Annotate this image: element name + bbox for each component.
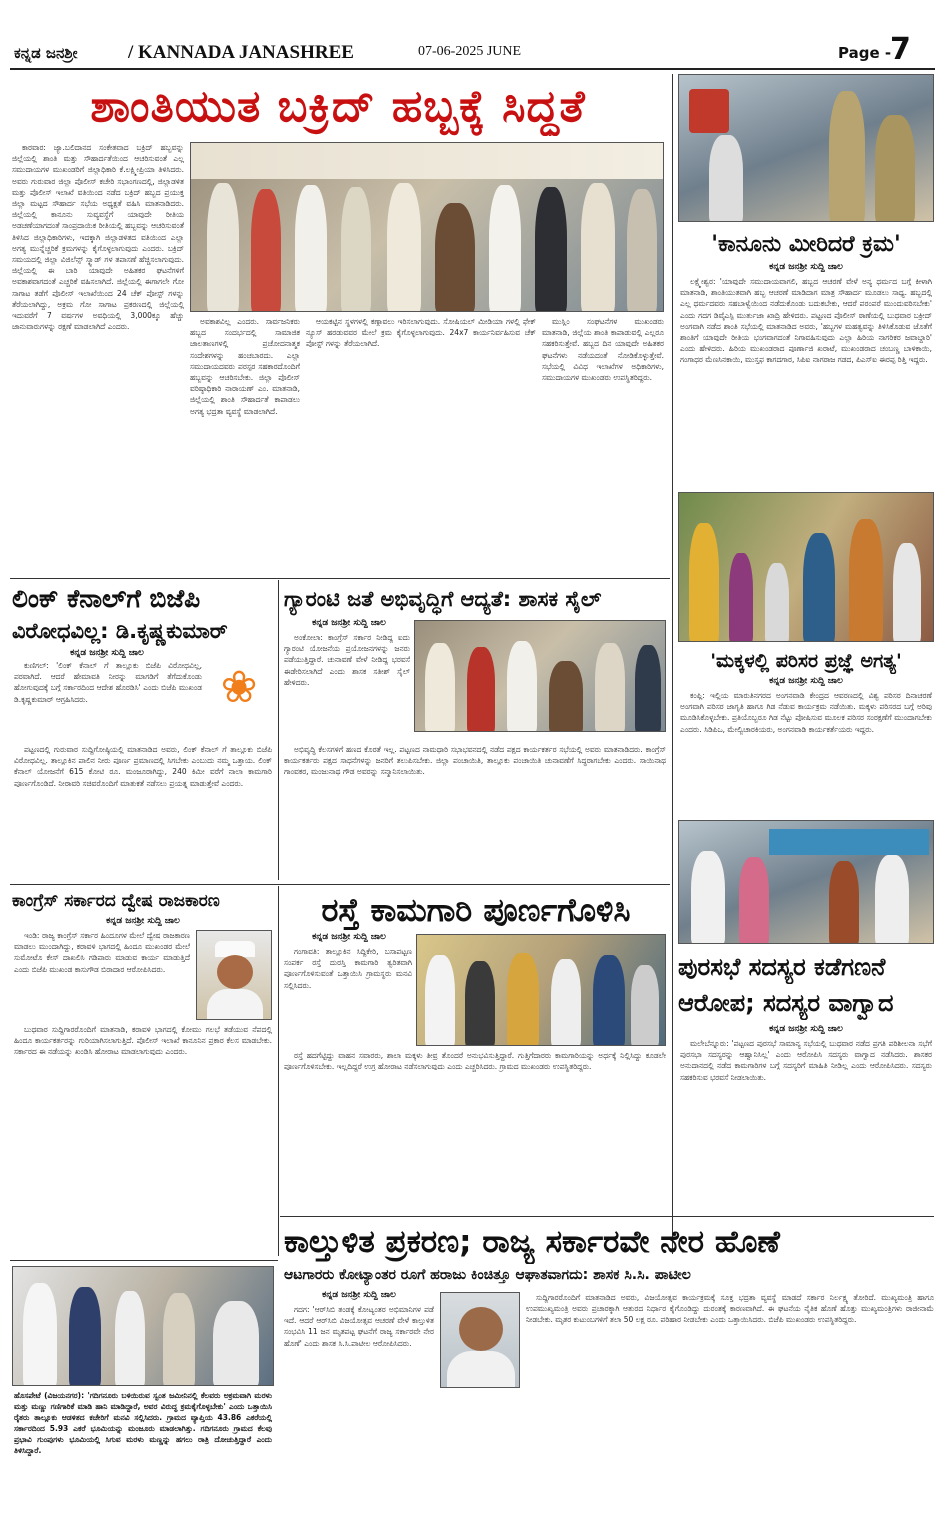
masthead-name-english: / KANNADA JANASHREE [128,42,354,63]
story5-photo [416,934,666,1046]
story3-body-text: ಅಭಿವೃದ್ಧಿ ಕೆಲಸಗಳಿಗೆ ಹಣದ ಕೊರತೆ ಇಲ್ಲ. ಪಟ್ಟಣದ ನಾಮಧಾರಿ ಸಭಾಭವನದಲ್ಲಿ ನಡೆದ ಪಕ್ಷದ ಕಾರ್ಯಕರ್ತರ ಸಭೆಯಲ್ಲಿ ಅವರು ಮಾತನಾಡಿದರು. ಕಾಂಗ್ರೆಸ್ ಕಾರ್ಯಕರ್ತರು ಪಕ್ಷದ ಸಾಧನೆಗಳನ್ನು ಜನರಿಗೆ ತಲುಪಿಸಬೇಕು. ಜಿಲ್ಲಾ ಪಂಚಾಯಿತಿ, ತಾಲ್ಲೂಕು ಪಂಚಾಯಿತಿ ಚುನಾವಣೆಗೆ ಸಿದ್ಧರಾಗಬೇಕು ಎಂದರು. ಸಾಯಿನಾಥ ಗಾಂವಕರ, ಮಂಜುನಾಥ ಗೌಡ ಅವರನ್ನು ಸನ್ಮಾನಿಸಲಾಯಿತು. [284,745,666,777]
story1-column-3 [306,316,536,574]
story5-body-text: ರಸ್ತೆ ಹದಗೆಟ್ಟಿದ್ದು ವಾಹನ ಸವಾರರು, ಶಾಲಾ ಮಕ್ಕಳು ತೀವ್ರ ತೊಂದರೆ ಅನುಭವಿಸುತ್ತಿದ್ದಾರೆ. ಗುತ್ತಿಗೆದಾರರು ಕಾಮಗಾರಿಯನ್ನು ಅರ್ಧಕ್ಕೆ ನಿಲ್ಲಿಸಿದ್ದು ಕೂಡಲೇ ಪೂರ್ಣಗೊಳಿಸಬೇಕು. ಇಲ್ಲದಿದ್ದರೆ ಉಗ್ರ ಹೋರಾಟ ನಡೆಸಲಾಗುವುದು ಎಂದು ಎಚ್ಚರಿಸಿದರು. ಗ್ರಾಮದ ಮುಖಂಡರು ಉಪಸ್ಥಿತರಿದ್ದರು. [284,1051,666,1072]
story5-byline: ಕನ್ನಡ ಜನಶ್ರೀ ಸುದ್ದಿ ಜಾಲ [312,932,386,942]
story4-byline: ಕನ್ನಡ ಜನಶ್ರೀ ಸುದ್ದಿ ಜಾಲ [106,916,180,926]
story6-body [526,1292,934,1508]
story1-column-1 [12,142,184,574]
story1-col2-text: ಅವಕಾಶವಿಲ್ಲ ಎಂದರು. ಸಾರ್ವಜನಿಕರು ಹಬ್ಬದ ಸಂದರ್ಭದಲ್ಲಿ ಸಾಮಾಜಿಕ ಜಾಲತಾಣಗಳಲ್ಲಿ ಪ್ರಚೋದನಾತ್ಮಕ ಸಂದೇಶಗಳನ್ನು ಹಂಚಬಾರದು. ಎಲ್ಲಾ ಸಮುದಾಯದವರು ಪರಸ್ಪರ ಸಹಕಾರದೊಂದಿಗೆ ಹಬ್ಬವನ್ನು ಆಚರಿಸಬೇಕು. ಜಿಲ್ಲಾ ಪೊಲೀಸ್ ವರಿಷ್ಠಾಧಿಕಾರಿ ನಾರಾಯಣ್ ಎಂ. ಮಾತನಾಡಿ, ಜಿಲ್ಲೆಯಲ್ಲಿ ಶಾಂತಿ ಸೌಹಾರ್ದತೆ ಕಾಪಾಡಲು ಅಗತ್ಯ ಭದ್ರತಾ ವ್ಯವಸ್ಥೆ ಮಾಡಲಾಗಿದೆ. [190,317,300,416]
story1-headline: ಶಾಂತಿಯುತ ಬಕ್ರಿದ್ ಹಬ್ಬಕ್ಕೆ ಸಿದ್ಧತೆ [90,81,586,132]
story4-body [14,1024,272,1256]
right-story3-text: ಮಲೇಬೆನ್ನೂರು: 'ಪಟ್ಟಣದ ಪುರಸಭೆ ಸಾಮಾನ್ಯ ಸಭೆಯಲ್ಲಿ ಬುಧವಾರ ನಡೆದ ಪ್ರಗತಿ ಪರಿಶೀಲನಾ ಸಭೆಗೆ ಪುರಸಭಾ ಸದಸ್ಯರನ್ನು ಆಹ್ವಾನಿಸಿಲ್ಲ' ಎಂದು ಆರೋಪಿಸಿ ಸದಸ್ಯರು ವಾಗ್ವಾದ ನಡೆಸಿದರು. ಶಾಸಕರ ಅನುದಾನದಲ್ಲಿ ನಡೆದ ಕಾಮಗಾರಿಗಳ ಬಗ್ಗೆ ಸದಸ್ಯರಿಗೆ ಮಾಹಿತಿ ನೀಡಿಲ್ಲ ಎಂದು ಆರೋಪಿಸಿದರು. ಸದಸ್ಯರು ಸಹಕರಿಸುವ ಭರವಸೆ ನೀಡಲಾಯಿತು. [680,1039,932,1082]
story3-body [284,744,666,880]
story4-portrait [196,930,272,1020]
right-story2-byline: ಕನ್ನಡ ಜನಶ್ರೀ ಸುದ್ದಿ ಜಾಲ [769,676,843,686]
right-story1-byline: ಕನ್ನಡ ಜನಶ್ರೀ ಸುದ್ದಿ ಜಾಲ [769,262,843,272]
story1-column-2 [190,316,300,574]
section-rule-2 [10,884,670,885]
bjp-lotus-icon: ❀ [220,662,258,713]
story6-body-text: ಸುದ್ದಿಗಾರರೊಂದಿಗೆ ಮಾತನಾಡಿದ ಅವರು, ವಿಜಯೋತ್ಸವ ಕಾರ್ಯಕ್ರಮಕ್ಕೆ ಸೂಕ್ತ ಭದ್ರತಾ ವ್ಯವಸ್ಥೆ ಮಾಡದೆ ಸರ್ಕಾರ ನಿರ್ಲಕ್ಷ್ಯ ತೋರಿದೆ. ಮುಖ್ಯಮಂತ್ರಿ ಹಾಗೂ ಉಪಮುಖ್ಯಮಂತ್ರಿ ಅವರು ಪ್ರಚಾರಕ್ಕಾಗಿ ಆತುರದ ನಿರ್ಧಾರ ಕೈಗೊಂಡಿದ್ದು ದುರಂತಕ್ಕೆ ಕಾರಣವಾಗಿದೆ. ಈ ಘಟನೆಯ ನೈತಿಕ ಹೊಣೆ ಹೊತ್ತು ಮುಖ್ಯಮಂತ್ರಿಗಳು ರಾಜೀನಾಮೆ ನೀಡಬೇಕು. ಮೃತರ ಕುಟುಂಬಗಳಿಗೆ ತಲಾ 50 ಲಕ್ಷ ರೂ. ಪರಿಹಾರ ನೀಡಬೇಕು ಎಂದು ಒತ್ತಾಯಿಸಿದರು. ಬಿಜೆಪಿ ಮುಖಂಡರು ಉಪಸ್ಥಿತರಿದ್ದರು. [526,1293,934,1325]
story4-headline: ಕಾಂಗ್ರೆಸ್ ಸರ್ಕಾರದ ದ್ವೇಷ ರಾಜಕಾರಣ [12,891,220,911]
story7-caption: ಹೊಸಪೇಟೆ (ವಿಜಯನಗರ): 'ಗದಿಗನೂರು ಬಳಿಯಿರುವ ಸ್ವಂತ ಜಮೀನಿನಲ್ಲಿ ಕೆಲವರು ಅಕ್ರಮವಾಗಿ ಮರಳು ಮತ್ತು ಮಣ್ಣು ಗಣಿಗಾರಿಕೆ ಮಾಡಿ ಹಾನಿ ಮಾಡಿದ್ದಾರೆ, ಅವರ ವಿರುದ್ಧ ಕ್ರಮಕೈಗೊಳ್ಳಬೇಕು' ಎಂದು ಒತ್ತಾಯಿಸಿ ರೈತರು ತಾಲ್ಲೂಕು ಆಡಳಿತದ ಕಚೇರಿಗೆ ಮನವಿ ಸಲ್ಲಿಸಿದರು. ಗ್ರಾಮದ ವ್ಯಾಪ್ತಿಯ 43.86 ಎಕರೆಯಲ್ಲಿ ಸರ್ಕಾರದಿಂದ 5.93 ಎಕರೆ ಭೂಮಿಯನ್ನು ಮಂಜೂರು ಮಾಡಲಾಗಿತ್ತು. ಗದಿಗನೂರು ಗ್ರಾಮದ ಕೆಲವು ಪ್ರಭಾವಿ ಗುಂಪುಗಳು ಭೂಮಿಯಲ್ಲಿ ಸಿಗುವ ಮರಳು ಮಣ್ಣನ್ನು ಹಗಲು ರಾತ್ರಿ ದೋಚುತ್ತಿದ್ದಾರೆ ಎಂದು ತಿಳಿಸಿದ್ದಾರೆ. [14,1391,272,1455]
right-story1-photo [678,74,934,222]
right-story2-photo [678,492,934,642]
story3-byline: ಕನ್ನಡ ಜನಶ್ರೀ ಸುದ್ದಿ ಜಾಲ [312,618,386,628]
story7-photo [12,1266,274,1386]
story5-headline: ರಸ್ತೆ ಕಾಮಗಾರಿ ಪೂರ್ಣಗೊಳಿಸಿ [321,891,631,929]
story2-byline: ಕನ್ನಡ ಜನಶ್ರೀ ಸುದ್ದಿ ಜಾಲ [70,648,144,658]
story4-lead [14,930,190,1022]
masthead-rule [10,68,935,70]
story1-col1-text: ಕಾರವಾರ: ಜ್ಯಾ.ಬಲಿದಾನದ ಸಂಕೇತವಾದ ಬಕ್ರಿದ್ ಹಬ್ಬವನ್ನು ಜಿಲ್ಲೆಯಲ್ಲಿ ಶಾಂತಿ ಮತ್ತು ಸೌಹಾರ್ದತೆಯಿಂದ ಆಚರಿಸುವಂತೆ ಎಲ್ಲ ಸಮುದಾಯಗಳ ಮುಖಂಡರಿಗೆ ಜಿಲ್ಲಾಧಿಕಾರಿ ಕೆ.ಲಕ್ಷ್ಮೀಪ್ರಿಯಾ ತಿಳಿಸಿದರು. ಅವರು ಗುರುವಾರ ಜಿಲ್ಲಾ ಪೊಲೀಸ್ ಕಚೇರಿ ಸಭಾಂಗಣದಲ್ಲಿ, ಜಿಲ್ಲಾಡಳಿತ ಮತ್ತು ಪೊಲೀಸ್ ಇಲಾಖೆ ವತಿಯಿಂದ ನಡೆದ ಬಕ್ರಿದ್ ಹಬ್ಬದ ಪ್ರಯುಕ್ತ ಜಿಲ್ಲಾ ಮಟ್ಟದ ಸೌಹಾರ್ದ ಸಭೆಯ ಅಧ್ಯಕ್ಷತೆ ವಹಿಸಿ ಮಾತನಾಡಿದರು. ಜಿಲ್ಲೆಯಲ್ಲಿ ಕಾನೂನು ಸುವ್ಯವಸ್ಥೆಗೆ ಯಾವುದೇ ರೀತಿಯ ಅಡಚಣೆಯಾಗದಂತೆ ಸಾಂಪ್ರದಾಯಿಕ ರೀತಿಯಲ್ಲಿ ಹಬ್ಬವನ್ನು ಆಚರಿಸುವಂತೆ ತಿಳಿಸಿದ ಜಿಲ್ಲಾಧಿಕಾರಿಗಳು, ಇದಕ್ಕಾಗಿ ಜಿಲ್ಲಾಡಳಿತದ ವತಿಯಿಂದ ಎಲ್ಲಾ ಅಗತ್ಯ ಮುನ್ನೆಚ್ಚರಿಕೆ ಕ್ರಮಗಳನ್ನು ಕೈಗೊಳ್ಳಲಾಗುವುದು ಎಂದರು. ಬಕ್ರಿದ್ ಸಮಯದಲ್ಲಿ ಜಿಲ್ಲಾ ವಿಜಿಲೆನ್ಸ್ ಸ್ಕ್ವಾಡ್ ಗಳ ತಪಾಸಣೆ ಹೆಚ್ಚಿಸಲಾಗುವುದು. ಜಿಲ್ಲೆಯಲ್ಲಿ ಈ ಬಾರಿ ಯಾವುದೇ ಅಹಿತಕರ ಘಟನೆಗಳಿಗೆ ಅವಕಾಶವಾಗದಂತೆ ಎಚ್ಚರಿಕೆ ವಹಿಸಲಾಗಿದೆ. ಜಿಲ್ಲೆಯಲ್ಲಿ ಈಗಾಗಲೇ ಗೋ ಸಾಗಾಟ ತಡೆಗೆ ಪೊಲೀಸ್ ಇಲಾಖೆಯಿಂದ 24 ಚೆಕ್ ಪೋಸ್ಟ್ ಗಳನ್ನು ತೆರೆಯಲಾಗಿದ್ದು, ಅಕ್ರಮ ಗೋ ಸಾಗಾಟ ಪ್ರಕರಣದಲ್ಲಿ ಜಿಲ್ಲೆಯಲ್ಲಿ ಇದುವರೆಗೆ 7 ವರ್ಷಗಳ ಅವಧಿಯಲ್ಲಿ 3,000ಕ್ಕೂ ಹೆಚ್ಚು ಜಾನುವಾರುಗಳನ್ನು ರಕ್ಷಣೆ ಮಾಡಲಾಗಿದೆ ಎಂದರು. [12,143,184,332]
story6-headline: ಕಾಲ್ತುಳಿತ ಪ್ರಕರಣ; ರಾಜ್ಯ ಸರ್ಕಾರವೇ ನೇರ ಹೊಣೆ [284,1224,780,1260]
story6-byline: ಕನ್ನಡ ಜನಶ್ರೀ ಸುದ್ದಿ ಜಾಲ [322,1290,396,1300]
story4-body-text: ಬುಧವಾರ ಸುದ್ದಿಗಾರರೊಂದಿಗೆ ಮಾತನಾಡಿ, ಕರಾವಳಿ ಭಾಗದಲ್ಲಿ ಕೋಮು ಗಲಭೆ ತಡೆಯುವ ನೆಪದಲ್ಲಿ ಹಿಂದೂ ಕಾರ್ಯಕರ್ತರನ್ನು ಗುರಿಯಾಗಿಸಲಾಗುತ್ತಿದೆ. ಪೊಲೀಸ್ ಇಲಾಖೆ ಕಾನೂನಿನ ಪ್ರಕಾರ ಕೆಲಸ ಮಾಡಬೇಕು. ಸರ್ಕಾರದ ಈ ನಡೆಯನ್ನು ಖಂಡಿಸಿ ಹೋರಾಟ ಮಾಡಲಾಗುವುದು ಎಂದರು. [14,1025,272,1057]
story6-portrait [440,1292,520,1388]
story5-body [284,1050,666,1212]
story3-lead [284,632,410,742]
story1-photo [190,142,664,312]
column-divider-right [672,74,673,1254]
page-label: Page - [838,44,892,62]
story3-headline: ಗ್ಯಾರಂಟಿ ಜತೆ ಅಭಿವೃದ್ಧಿಗೆ ಆದ್ಯತೆ: ಶಾಸಕ ಸೈಲ್ [284,587,602,611]
column-divider-mid-2 [278,886,279,1256]
right-story3-headline-1: ಪುರಸಭೆ ಸದಸ್ಯರ ಕಡೆಗಣನೆ [678,953,886,981]
masthead [0,0,945,78]
right-story3-headline-2: ಆರೋಪ; ಸದಸ್ಯರ ವಾಗ್ವಾದ [678,989,894,1017]
right-story1-body [680,276,932,484]
right-story1-text: ಲಕ್ಷ್ಮೇಶ್ವರ: 'ಯಾವುದೇ ಸಮುದಾಯವಾಗಲಿ, ಹಬ್ಬದ ಆಚರಣೆ ವೇಳೆ ಅನ್ಯ ಧರ್ಮದ ಬಗ್ಗೆ ಕೀಳಾಗಿ ಮಾತನಾಡಿ, ಶಾಂತಿಯುತವಾಗಿ ಹಬ್ಬ ಆಚರಣೆ ಮಾಡಿದಾಗ ಮಾತ್ರ ಸೌಹಾರ್ದ ಮೂಡಲು ಸಾಧ್ಯ. ಹಬ್ಬದಲ್ಲಿ ಎಲ್ಲ ಧರ್ಮದವರು ಸಹಬಾಳ್ವೆಯಿಂದ ನಡೆದುಕೊಂಡು ಬದುಕಬೇಕು, ಆದರೆ ಪರಂಪರೆ ಮುಂದುವರಿಸಬೇಕು' ಎಂದು ಗದಗ ಡಿವೈಎಸ್ಪಿ ಮುರ್ತುಜಾ ಖಾದ್ರಿ ಹೇಳಿದರು. ಪಟ್ಟಣದ ಪೊಲೀಸ್ ಠಾಣೆಯಲ್ಲಿ ಬುಧವಾರ ಬಕ್ರೀದ್ ಅಂಗವಾಗಿ ನಡೆದ ಶಾಂತಿ ಸಭೆಯಲ್ಲಿ ಮಾತನಾಡಿದ ಅವರು, 'ಹಬ್ಬಗಳ ಮಹತ್ವವನ್ನು ತಿಳಿಸಿಕೊಡುವ ಜೊತೆಗೆ ಶಾಂತಿಗೆ ಯಾವುದೇ ರೀತಿಯ ಭಂಗವಾಗದಂತೆ ನಿಗಾವಹಿಸುವುದು ಎಲ್ಲಾ ಹಿರಿಯ ನಾಗರಿಕರ ಜವಾಬ್ದಾರಿ' ಎಂದು ಹೇಳಿದರು. ಹಿರಿಯ ಮುಖಂಡರಾದ ಪೂರ್ಣಾಜಿ ಖರಾಟೆ, ಮುಖಂಡರಾದ ಚಂಬಣ್ಣ ಬಾಳಿಕಾಯಿ, ಗಂಗಾಧರ ಮೆಣಸಿನಕಾಯಿ, ಮುಸ್ತಫ ಕಾಗದಗಾರ, ಸಿಪಿಐ ನಾಗರಾಜ ಗಡದ, ಪಿಎಸ್ಐ ಈರಪ್ಪ ರಿತ್ತಿ ಇದ್ದರು. [680,277,932,365]
page-number: 7 [890,32,911,67]
story1-col3-text: ಆಯಕಟ್ಟಿನ ಸ್ಥಳಗಳಲ್ಲಿ ಕಣ್ಗಾವಲು ಇರಿಸಲಾಗುವುದು. ಸೋಷಿಯಲ್ ಮೀಡಿಯಾ ಗಳಲ್ಲಿ ಫೇಕ್ ನ್ಯೂಸ್ ಹರಡುವವರ ಮೇಲೆ ಕ್ರಮ ಕೈಗೊಳ್ಳಲಾಗುವುದು. 24x7 ಕಾರ್ಯನಿರ್ವಹಿಸುವ ಚೆಕ್ ಪೋಸ್ಟ್ ಗಳನ್ನು ತೆರೆಯಲಾಗಿದೆ. [306,317,536,349]
story4-lead-text: ಇಂಡಿ: ರಾಜ್ಯ ಕಾಂಗ್ರೆಸ್ ಸರ್ಕಾರ ಹಿಂದೂಗಳ ಮೇಲೆ ದ್ವೇಷ ರಾಜಕಾರಣ ಮಾಡಲು ಮುಂದಾಗಿದ್ದು, ಕರಾವಳಿ ಭಾಗದಲ್ಲಿ ಹಿಂದೂ ಮುಖಂಡರ ಮೇಲೆ ಸುಮೋಟೊ ಕೇಸ್ ದಾಖಲಿಸಿ ಗಡಿಪಾರು ಮಾಡುವ ಕಾರ್ಯ ಮಾಡುತ್ತಿದೆ ಎಂದು ಬಿಜೆಪಿ ಮುಖಂಡ ಕಾಸುಗೌಡ ಬಿರಾದಾರ ಆರೋಪಿಸಿದರು. [14,931,190,974]
right-story2-headline: 'ಮಕ್ಕಳಲ್ಲಿ ಪರಿಸರ ಪ್ರಜ್ಞೆ ಅಗತ್ಯ' [710,650,902,672]
story6-lead-text: ಗದಗ: 'ಆರ್‌ಸಿಬಿ ತಂಡಕ್ಕೆ ಕೋಟ್ಯಂತರ ಅಭಿಮಾನಿಗಳ ಪಡೆ ಇದೆ. ಆದರೆ ಆರ್‌ಸಿಬಿ ವಿಜಯೋತ್ಸವ ಆಚರಣೆ ವೇಳೆ ಕಾಲ್ತುಳಿತ ಸಂಭವಿಸಿ 11 ಜನ ಮೃತಪಟ್ಟ ಘಟನೆಗೆ ರಾಜ್ಯ ಸರ್ಕಾರವೇ ನೇರ ಹೊಣೆ' ಎಂದು ಶಾಸಕ ಸಿ.ಸಿ.ಪಾಟೀಲ ಆರೋಪಿಸಿದರು. [284,1305,434,1348]
section-rule-1 [10,578,670,579]
right-story1-headline: 'ಕಾನೂನು ಮೀರಿದರೆ ಕ್ರಮ' [711,232,901,257]
story2-lead [14,660,202,740]
right-story2-text: ಕಂಪ್ಲಿ: ಇಲ್ಲಿಯ ಮಾರುತಿನಗರದ ಅಂಗನವಾಡಿ ಕೇಂದ್ರದ ಆವರಣದಲ್ಲಿ ವಿಶ್ವ ಪರಿಸರ ದಿನಾಚರಣೆ ಅಂಗವಾಗಿ ಪರಿಸರ ಜಾಗೃತಿ ಹಾಗೂ ಗಿಡ ನೆಡುವ ಕಾರ್ಯಕ್ರಮ ನಡೆಯಿತು. ಮಕ್ಕಳು ಪರಿಸರದ ಬಗ್ಗೆ ಅರಿವು ಮೂಡಿಸಿಕೊಳ್ಳಬೇಕು. ಪ್ರತಿಯೊಬ್ಬರೂ ಗಿಡ ನೆಟ್ಟು ಪೋಷಿಸುವ ಮೂಲಕ ಪರಿಸರ ಸಂರಕ್ಷಣೆಗೆ ಮುಂದಾಗಬೇಕು ಎಂದರು. ಸಿಡಿಪಿಒ, ಮೇಲ್ವಿಚಾರಕಿಯರು, ಅಂಗನವಾಡಿ ಕಾರ್ಯಕರ್ತೆಯರು ಇದ್ದರು. [680,691,932,734]
story1-column-4 [542,316,664,574]
story2-lead-text: ಕುಣಿಗಲ್: 'ಲಿಂಕ್ ಕೆನಾಲ್ ಗೆ ತಾಲ್ಲೂಕು ಬಿಜೆಪಿ ವಿರೋಧವಿಲ್ಲ, ಪರವಾಗಿದೆ. ಆದರೆ ಹೇಮಾವತಿ ನೀರನ್ನು ಮಾಗಡಿಗೆ ತೆಗೆದುಕೊಂಡು ಹೋಗುವುದಕ್ಕೆ ಬಗ್ಗೆ ಸರ್ಕಾರದಿಂದ ಆದೇಶ ಹೊರಡಿಸಿ' ಎಂದು ಬಿಜೆಪಿ ಮುಖಂಡ ಡಿ.ಕೃಷ್ಣಕುಮಾರ್ ಆಗ್ರಹಿಸಿದರು. [14,661,202,704]
story2-body [14,744,272,880]
section-rule-4 [10,1260,278,1261]
right-story3-byline: ಕನ್ನಡ ಜನಶ್ರೀ ಸುದ್ದಿ ಜಾಲ [769,1024,843,1034]
story5-lead-text: ಗಂಗಾವತಿ: ತಾಲ್ಲೂಕಿನ ಸಿದ್ದಿಕೇರಿ, ಬಸಾಪಟ್ಟಣ ಸಂಪರ್ಕ ರಸ್ತೆ ದುರಸ್ತಿ ಕಾಮಗಾರಿ ತ್ವರಿತವಾಗಿ ಪೂರ್ಣಗೊಳಿಸುವಂತೆ ಒತ್ತಾಯಿಸಿ ಗ್ರಾಮಸ್ಥರು ಮನವಿ ಸಲ್ಲಿಸಿದರು. [284,947,412,990]
masthead-name-kannada: ಕನ್ನಡ ಜನಶ್ರೀ [14,44,78,62]
story5-lead [284,946,412,1046]
story6-subhead: ಆಟಗಾರರು ಕೋಟ್ಯಾಂತರ ರೂಗೆ ಹರಾಜು ಕಿಂಚಿತ್ತೂ ಆಘಾತವಾಗದು: ಶಾಸಕ ಸಿ.ಸಿ. ಪಾಟೀಲ [284,1267,691,1283]
right-story3-body [680,1038,932,1218]
issue-date: 07-06-2025 JUNE [418,44,522,59]
story1-col4-text: ಮುಸ್ಲಿಂ ಸಂಘಟನೆಗಳ ಮುಖಂಡರು ಮಾತನಾಡಿ, ಜಿಲ್ಲೆಯ ಶಾಂತಿ ಕಾಪಾಡುವಲ್ಲಿ ಎಲ್ಲರೂ ಸಹಕರಿಸುತ್ತೇವೆ. ಹಬ್ಬದ ದಿನ ಯಾವುದೇ ಅಹಿತಕರ ಘಟನೆಗಳು ನಡೆಯದಂತೆ ನೋಡಿಕೊಳ್ಳುತ್ತೇವೆ. ಸಭೆಯಲ್ಲಿ ವಿವಿಧ ಇಲಾಖೆಗಳ ಅಧಿಕಾರಿಗಳು, ಸಮುದಾಯಗಳ ಮುಖಂಡರು ಉಪಸ್ಥಿತರಿದ್ದರು. [542,317,664,383]
section-rule-3 [280,1216,934,1217]
story3-photo [414,620,666,732]
right-story3-photo [678,820,934,944]
story6-lead [284,1304,434,1508]
column-divider-mid [278,580,279,880]
story2-headline-1: ಲಿಂಕ್ ಕೆನಾಲ್‌ಗೆ ಬಿಜೆಪಿ [12,584,201,613]
stage-banner [191,143,664,179]
story2-body-text: ಪಟ್ಟಣದಲ್ಲಿ ಗುರುವಾರ ಸುದ್ದಿಗೋಷ್ಠಿಯಲ್ಲಿ ಮಾತನಾಡಿದ ಅವರು, ಲಿಂಕ್ ಕೆನಾಲ್ ಗೆ ತಾಲ್ಲೂಕು ಬಿಜೆಪಿ ವಿರೋಧವಿಲ್ಲ. ತಾಲ್ಲೂಕಿನ ಪಾಲಿನ ನೀರು ಪೂರ್ಣ ಪ್ರಮಾಣದಲ್ಲಿ ಸಿಗಬೇಕು ಎಂಬುದು ನಮ್ಮ ಒತ್ತಾಯ. ಲಿಂಕ್ ಕೆನಾಲ್ ಯೋಜನೆಗೆ 615 ಕೋಟಿ ರೂ. ಮಂಜೂರಾಗಿದ್ದು, 240 ಕಿಮೀ ವರೆಗೆ ನಾಲಾ ಕಾಮಗಾರಿ ಪೂರ್ಣಗೊಂಡಿದೆ. ನೀರಾವರಿ ಸಚಿವರೊಂದಿಗೆ ಮಾತುಕತೆ ನಡೆಸಲು ಪ್ರಯತ್ನ ಮಾಡುತ್ತೇವೆ ಎಂದರು. [14,745,272,788]
story2-headline-2: ವಿರೋಧವಿಲ್ಲ: ಡಿ.ಕೃಷ್ಣಕುಮಾರ್ [12,619,228,643]
right-story2-body [680,690,932,814]
story3-lead-text: ಅಂಕೋಲಾ: ಕಾಂಗ್ರೆಸ್ ಸರ್ಕಾರ ನೀಡಿದ್ದ ಐದು ಗ್ಯಾರಂಟಿ ಯೋಜನೆಯ ಪ್ರಯೋಜನಗಳನ್ನು ಜನರು ಪಡೆಯುತ್ತಿದ್ದಾರೆ. ಚುನಾವಣೆ ವೇಳೆ ನೀಡಿದ್ದ ಭರವಸೆ ಈಡೇರಿಸಲಾಗಿದೆ ಎಂದು ಶಾಸಕ ಸತೀಶ್ ಸೈಲ್ ಹೇಳಿದರು. [284,633,410,687]
